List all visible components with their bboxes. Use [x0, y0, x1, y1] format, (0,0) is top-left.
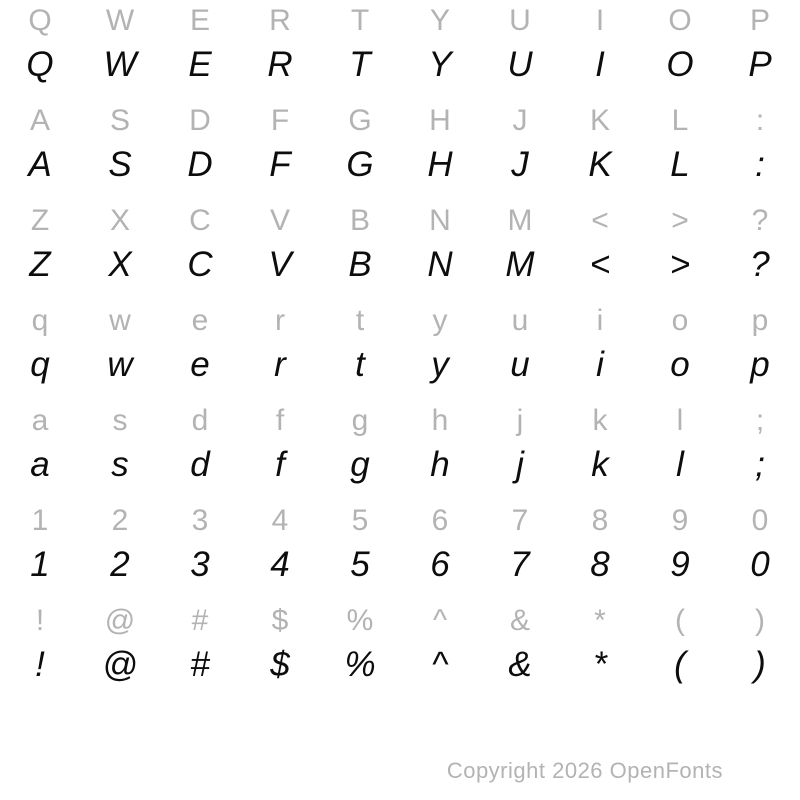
glyph-cell: ) [754, 645, 766, 684]
glyph-cell: $ [270, 645, 290, 684]
glyph-cell: k [592, 404, 608, 437]
glyph-cell: i [596, 304, 604, 337]
glyph-row-pair [0, 500, 800, 600]
glyph-cell: T [350, 4, 370, 37]
glyph-cell: % [346, 604, 374, 637]
glyph-cell: 8 [590, 545, 610, 584]
glyph-cell: e [191, 304, 209, 337]
glyph-cell: 0 [750, 545, 770, 584]
specimen-row [0, 145, 800, 185]
glyph-cell: r [274, 345, 286, 384]
glyph-cell: 3 [190, 545, 210, 584]
glyph-cell: t [355, 345, 365, 384]
glyph-cell: ! [35, 645, 45, 684]
specimen-row [0, 45, 800, 85]
glyph-cell: 0 [751, 504, 769, 537]
specimen-row [0, 545, 800, 585]
glyph-cell: K [589, 104, 610, 137]
glyph-cell: H [427, 145, 453, 184]
reference-row [0, 500, 800, 542]
glyph-cell: 3 [191, 504, 209, 537]
glyph-cell: k [591, 445, 609, 484]
glyph-cell: E [188, 45, 212, 84]
glyph-cell: i [596, 345, 604, 384]
glyph-row-pair [0, 200, 800, 300]
glyph-cell: H [429, 104, 451, 137]
glyph-cell: y [431, 345, 449, 384]
glyph-cell: q [30, 345, 50, 384]
glyph-cell: P [748, 45, 772, 84]
glyph-cell: X [108, 245, 132, 284]
glyph-cell: 2 [111, 504, 129, 537]
glyph-cell: N [427, 245, 453, 284]
glyph-cell: Z [29, 245, 51, 284]
glyph-cell: ) [755, 604, 765, 637]
glyph-cell: Q [28, 4, 52, 37]
glyph-cell: A [29, 104, 50, 137]
glyph-cell: ; [755, 445, 765, 484]
glyph-cell: D [189, 104, 211, 137]
glyph-cell: a [30, 445, 50, 484]
glyph-cell: 9 [670, 545, 690, 584]
glyph-cell: y [432, 304, 448, 337]
glyph-cell: < [591, 204, 609, 237]
glyph-cell: # [191, 604, 209, 637]
glyph-cell: % [344, 645, 376, 684]
glyph-cell: 6 [430, 545, 450, 584]
glyph-cell: I [595, 4, 605, 37]
glyph-cell: J [511, 145, 529, 184]
glyph-cell: 1 [31, 504, 49, 537]
glyph-cell: I [595, 45, 605, 84]
glyph-cell: ( [675, 604, 685, 637]
glyph-cell: F [269, 145, 291, 184]
glyph-cell: * [594, 604, 606, 637]
glyph-cell: a [31, 404, 49, 437]
glyph-cell: X [109, 204, 130, 237]
glyph-cell: d [191, 404, 209, 437]
specimen-row [0, 345, 800, 385]
glyph-cell: ; [755, 404, 765, 437]
glyph-cell: > [669, 245, 691, 284]
glyph-cell: N [429, 204, 451, 237]
glyph-cell: 5 [351, 504, 369, 537]
glyph-cell: D [187, 145, 213, 184]
glyph-cell: Q [26, 45, 54, 84]
glyph-cell: u [511, 304, 529, 337]
glyph-cell: ^ [432, 604, 448, 637]
glyph-cell: e [190, 345, 210, 384]
glyph-cell: j [516, 445, 524, 484]
glyph-cell: s [112, 404, 128, 437]
glyph-cell: F [270, 104, 290, 137]
glyph-cell: U [509, 4, 531, 37]
glyph-row-pair [0, 100, 800, 200]
reference-row [0, 300, 800, 342]
glyph-cell: S [108, 145, 132, 184]
glyph-cell: R [267, 45, 293, 84]
glyph-cell: g [350, 445, 370, 484]
glyph-cell: O [666, 45, 694, 84]
glyph-cell: 4 [271, 504, 289, 537]
glyph-cell: : [755, 145, 765, 184]
glyph-cell: O [668, 4, 692, 37]
glyph-cell: B [349, 204, 370, 237]
glyph-cell: 1 [30, 545, 50, 584]
glyph-cell: s [111, 445, 129, 484]
glyph-cell: w [109, 304, 131, 337]
glyph-cell: r [275, 304, 285, 337]
glyph-cell: l [676, 404, 684, 437]
glyph-cell: 9 [671, 504, 689, 537]
glyph-cell: 8 [591, 504, 609, 537]
glyph-cell: l [676, 445, 684, 484]
glyph-cell: f [275, 404, 285, 437]
glyph-cell: W [105, 4, 135, 37]
glyph-cell: p [751, 304, 769, 337]
glyph-cell: Z [30, 204, 50, 237]
glyph-cell: > [671, 204, 689, 237]
glyph-cell: ( [674, 645, 686, 684]
reference-row [0, 0, 800, 42]
specimen-row [0, 245, 800, 285]
glyph-cell: ^ [431, 645, 449, 684]
glyph-cell: S [109, 104, 130, 137]
glyph-cell: V [268, 245, 292, 284]
specimen-row [0, 445, 800, 485]
glyph-cell: C [189, 204, 211, 237]
glyph-cell: @ [102, 645, 138, 684]
glyph-cell: ? [751, 204, 769, 237]
glyph-cell: & [508, 645, 532, 684]
glyph-cell: p [750, 345, 770, 384]
glyph-row-pair [0, 600, 800, 700]
glyph-cell: R [269, 4, 291, 37]
glyph-cell: L [670, 145, 690, 184]
glyph-cell: d [190, 445, 210, 484]
glyph-cell: g [351, 404, 369, 437]
glyph-cell: M [507, 204, 533, 237]
glyph-cell: # [190, 645, 210, 684]
glyph-cell: * [593, 645, 607, 684]
reference-row [0, 200, 800, 242]
glyph-cell: 7 [511, 504, 529, 537]
glyph-cell: f [275, 445, 285, 484]
glyph-cell: A [28, 145, 52, 184]
reference-row [0, 100, 800, 142]
glyph-cell: W [103, 45, 137, 84]
glyph-cell: q [31, 304, 49, 337]
glyph-cell: 2 [110, 545, 130, 584]
glyph-cell: o [670, 345, 690, 384]
glyph-cell: Y [428, 45, 452, 84]
glyph-cell: M [505, 245, 535, 284]
glyph-cell: J [512, 104, 528, 137]
glyph-row-pair [0, 400, 800, 500]
specimen-row [0, 645, 800, 685]
glyph-cell: ! [35, 604, 45, 637]
glyph-cell: h [430, 445, 450, 484]
glyph-cell: ? [750, 245, 770, 284]
glyph-cell: E [189, 4, 210, 37]
glyph-cell: B [348, 245, 372, 284]
glyph-cell: u [510, 345, 530, 384]
glyph-row-pair [0, 0, 800, 100]
glyph-cell: : [755, 104, 765, 137]
glyph-cell: < [589, 245, 611, 284]
glyph-cell: w [107, 345, 133, 384]
glyph-cell: V [269, 204, 290, 237]
glyph-cell: 7 [510, 545, 530, 584]
glyph-cell: L [671, 104, 689, 137]
glyph-cell: P [749, 4, 770, 37]
reference-row [0, 400, 800, 442]
glyph-cell: t [355, 304, 365, 337]
glyph-cell: & [509, 604, 530, 637]
glyph-cell: C [187, 245, 213, 284]
copyright-text: Copyright 2026 OpenFonts [446, 758, 723, 783]
glyph-cell: h [431, 404, 449, 437]
reference-row [0, 600, 800, 642]
glyph-cell: $ [271, 604, 289, 637]
glyph-cell: 5 [350, 545, 370, 584]
glyph-cell: Y [429, 4, 450, 37]
glyph-cell: j [516, 404, 524, 437]
glyph-cell: T [349, 45, 371, 84]
glyph-cell: K [588, 145, 612, 184]
glyph-cell: G [348, 104, 372, 137]
glyph-cell: 4 [270, 545, 290, 584]
glyph-cell: G [346, 145, 374, 184]
glyph-cell: @ [104, 604, 136, 637]
glyph-cell: o [671, 304, 689, 337]
glyph-cell: 6 [431, 504, 449, 537]
glyph-cell: U [507, 45, 533, 84]
glyph-row-pair [0, 300, 800, 400]
